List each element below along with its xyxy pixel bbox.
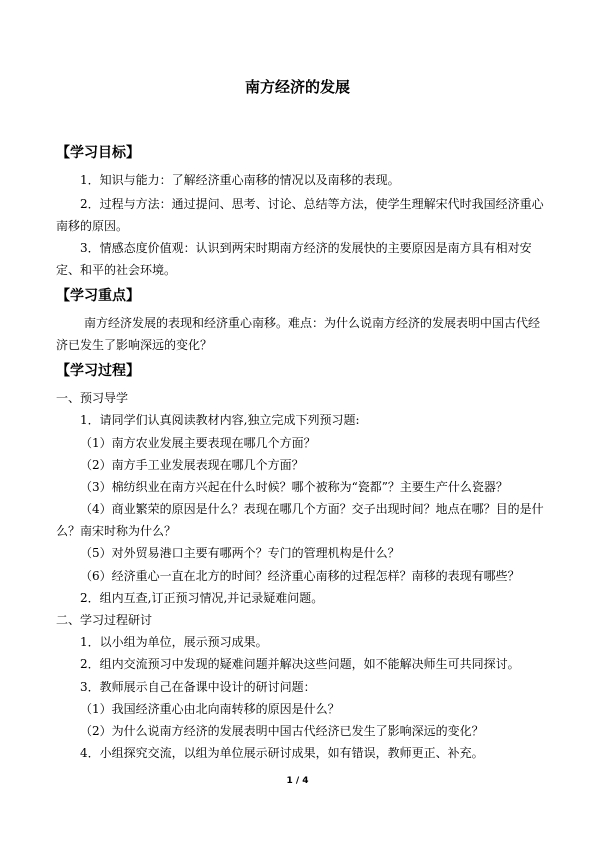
paragraph-line: 南移的原因。 <box>56 219 129 233</box>
question-line: （2）南方手工业发展表现在哪几个方面？ <box>80 458 304 472</box>
subsection-title: 二、学习过程研讨 <box>56 613 153 627</box>
question-line: （5）对外贸易港口主要有哪两个？专门的管理机构是什么？ <box>80 546 400 560</box>
question-line: （6）经济重心一直在北方的时间？经济重心南移的过程怎样？南移的表现有哪些？ <box>80 569 520 583</box>
paragraph-line: 3．教师展示自己在备课中设计的研讨问题： <box>80 680 316 694</box>
question-line: （4）商业繁荣的原因是什么？表现在哪几个方面？交子出现时间？地点在哪？目的是什 <box>80 502 544 516</box>
paragraph-line: 3．情感态度价值观：认识到两宋时期南方经济的发展快的主要原因是南方具有相对安 <box>80 241 532 255</box>
paragraph-line: 南方经济发展的表现和经济重心南移。难点：为什么说南方经济的发展表明中国古代经 <box>84 316 541 330</box>
paragraph-line: 定、和平的社会环境。 <box>56 263 177 277</box>
page-title: 南方经济的发展 <box>244 78 350 96</box>
paragraph-line: 1．知识与能力：了解经济重心南移的情况以及南移的表现。 <box>80 173 400 187</box>
question-line: 么？南宋时称为什么？ <box>56 524 177 538</box>
paragraph-line: 2．过程与方法：通过提问、思考、讨论、总结等方法，使学生理解宋代时我国经济重心 <box>80 197 544 211</box>
paragraph-line: 1．请同学们认真阅读教材内容,独立完成下列预习题: <box>80 413 360 427</box>
question-line: （2）为什么说南方经济的发展表明中国古代经济已发生了影响深远的变化？ <box>80 724 484 738</box>
page-number: 1 / 4 <box>286 776 309 786</box>
section-heading-focus: 【学习重点】 <box>56 288 140 304</box>
paragraph-line: 1．以小组为单位，展示预习成果。 <box>80 635 268 649</box>
paragraph-line: 2．组内交流预习中发现的疑难问题并解决这些问题，如不能解决师生可共同探讨。 <box>80 657 520 671</box>
subsection-title: 一、预习导学 <box>56 391 129 405</box>
question-line: （1）我国经济重心由北向南转移的原因是什么？ <box>80 702 340 716</box>
paragraph-line: 4．小组探究交流，以组为单位展示研讨成果，如有错误，教师更正、补充。 <box>80 746 484 760</box>
question-line: （1）南方农业发展主要表现在哪几个方面？ <box>80 436 316 450</box>
section-heading-goals: 【学习目标】 <box>56 145 140 161</box>
question-line: （3）棉纺织业在南方兴起在什么时候？哪个被称为“瓷都”？主要生产什么瓷器？ <box>80 480 508 494</box>
section-heading-process: 【学习过程】 <box>56 363 140 379</box>
paragraph-line: 济已发生了影响深远的变化？ <box>56 338 213 352</box>
paragraph-line: 2．组内互查,订正预习情况,并记录疑难问题。 <box>80 591 324 605</box>
